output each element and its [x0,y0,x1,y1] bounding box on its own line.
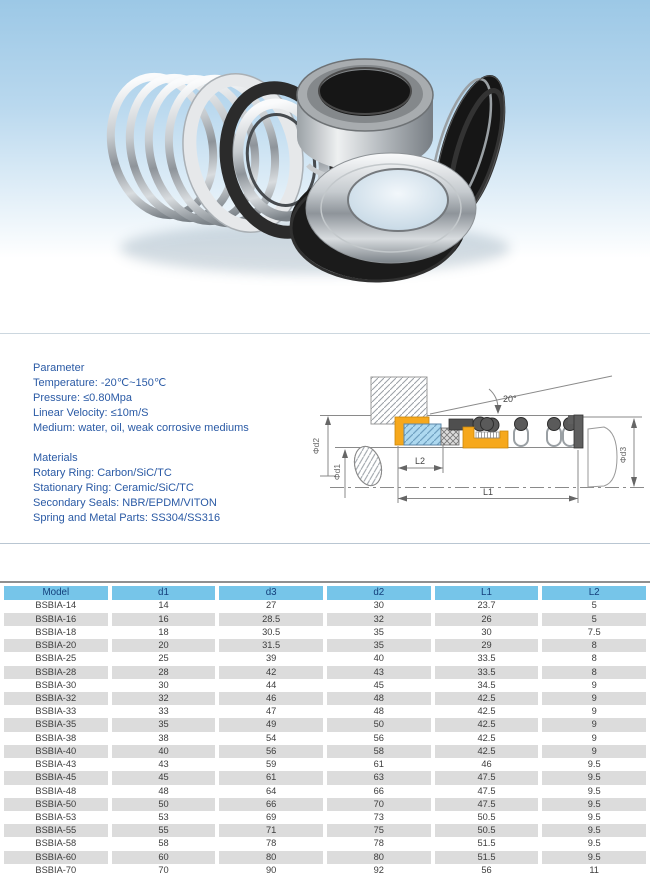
table-cell: BSBIA-38 [35,732,77,743]
table-row [0,837,650,850]
table-cell: 35 [112,718,216,731]
table-cell: 8 [591,653,597,664]
table-cell: 47.5 [435,771,539,784]
table-cell: 9 [542,692,646,705]
table-row [0,745,650,758]
table-cell: BSBIA-45 [4,771,108,784]
table-cell: 45 [373,679,384,690]
table-cell: 20 [112,639,216,652]
table-cell: BSBIA-58 [35,838,77,849]
table-cell: 30.5 [262,626,281,637]
table-cell: 9 [591,679,597,690]
table-cell: 18 [158,626,169,637]
table-cell: 9.5 [542,824,646,837]
column-header: L1 [435,586,539,600]
table-cell: 61 [219,771,323,784]
table-cell: 27 [265,600,277,611]
table-cell: 39 [265,653,277,664]
table-cell: BSBIA-33 [35,706,77,717]
table-cell: 28 [112,666,216,679]
table-cell: BSBIA-50 [4,798,108,811]
table-row [0,600,650,613]
parameter-title: Parameter [33,362,85,374]
spec-table-body [0,600,650,877]
table-cell: BSBIA-18 [35,626,77,637]
table-cell: 40 [112,745,216,758]
table-cell: 30 [158,679,169,690]
table-cell: 26 [435,613,539,626]
table-cell: BSBIA-30 [35,679,77,690]
table-cell: BSBIA-60 [4,851,108,864]
spec-line: Rotary Ring: Carbon/SiC/TC [33,467,172,479]
table-cell: 5 [591,600,597,611]
table-cell: 55 [112,824,216,837]
table-cell: 47.5 [435,798,539,811]
table-cell: 51.5 [435,851,539,864]
table-cell: 70 [327,798,431,811]
table-cell: 33 [158,706,169,717]
table-cell: BSBIA-14 [35,600,77,611]
mechanical-seal-illustration [0,0,650,300]
table-cell: 80 [327,851,431,864]
table-cell: 53 [158,811,169,822]
table-cell: BSBIA-55 [4,824,108,837]
table-cell: 92 [373,864,384,875]
column-header: d3 [219,586,323,600]
table-cell: 30 [481,626,492,637]
spec-line: Linear Velocity: ≤10m/S [33,407,149,419]
table-row [0,864,650,877]
table-cell: BSBIA-32 [4,692,108,705]
table-cell: 51.5 [477,838,496,849]
table-cell: 50.5 [477,811,496,822]
table-cell: 43 [327,666,431,679]
table-row [0,705,650,718]
table-cell: BSBIA-35 [4,718,108,731]
table-cell: 42.5 [435,745,539,758]
spec-line: Medium: water, oil, weak corrosive mediums [33,422,249,434]
table-cell: BSBIA-70 [35,864,77,875]
table-cell: 35 [327,639,431,652]
table-cell: 61 [373,759,384,770]
table-cell: BSBIA-40 [4,745,108,758]
table-cell: 33.5 [435,666,539,679]
table-row [0,811,650,824]
table-cell: 23.7 [477,600,496,611]
table-cell: 50.5 [435,824,539,837]
table-cell: 14 [158,600,169,611]
table-cell: 46 [481,759,492,770]
shaft-break-section [350,443,385,488]
table-cell: 48 [158,785,169,796]
table-cell: 59 [265,759,277,770]
table-cell: 56 [373,732,384,743]
table-cell: 9 [542,745,646,758]
wedge-section [441,428,459,445]
table-cell: 9 [591,706,597,717]
table-cell: 44 [265,679,277,690]
table-cell: 31.5 [219,639,323,652]
table-cell: 69 [265,811,277,822]
table-row [0,785,650,798]
table-cell: BSBIA-53 [35,811,77,822]
column-header: d2 [327,586,431,600]
table-row [0,851,650,864]
table-cell: 9.5 [587,785,601,796]
table-cell: 66 [373,785,384,796]
divider-table [0,581,650,583]
spec-table [0,586,650,877]
table-cell: 45 [112,771,216,784]
table-cell: 9.5 [542,771,646,784]
table-cell: 80 [219,851,323,864]
table-cell: 9.5 [542,851,646,864]
spec-line: Pressure: ≤0.80Mpa [33,392,132,404]
table-row [0,758,650,771]
table-cell: 11 [589,864,599,875]
table-cell: 7.5 [587,626,601,637]
table-cell: 58 [158,838,169,849]
table-cell: 71 [219,824,323,837]
table-cell: BSBIA-48 [35,785,77,796]
collar-section [574,415,583,448]
spec-line: Stationary Ring: Ceramic/SiC/TC [33,482,194,494]
table-row [0,666,650,679]
table-cell: 50 [327,718,431,731]
table-row [0,626,650,639]
table-cell: 50 [112,798,216,811]
materials-title: Materials [33,452,78,464]
table-cell: 28.5 [219,613,323,626]
d3-label: Φd3 [618,446,628,464]
table-cell: 29 [435,639,539,652]
table-cell: BSBIA-43 [35,759,77,770]
table-row [0,613,650,626]
table-cell: 56 [219,745,323,758]
table-cell: 42 [219,666,323,679]
table-cell: 33.5 [477,653,496,664]
product-photo [0,0,650,300]
table-cell: 90 [265,864,277,875]
table-cell: 75 [327,824,431,837]
table-cell: 5 [542,613,646,626]
table-cell: 32 [327,613,431,626]
column-header: L2 [542,586,646,600]
table-cell: BSBIA-25 [35,653,77,664]
table-cell: 9 [542,718,646,731]
table-cell: 32 [112,692,216,705]
angle-label: 20° [503,394,517,404]
table-cell: 73 [373,811,384,822]
table-row [0,652,650,665]
table-cell: 16 [112,613,216,626]
table-cell: 47.5 [477,785,496,796]
table-cell: 56 [481,864,492,875]
table-cell: 63 [327,771,431,784]
spec-line: Temperature: -20℃~150℃ [33,377,167,389]
table-row [0,718,650,731]
table-cell: 42.5 [477,706,496,717]
table-cell: 48 [327,692,431,705]
spec-line: Spring and Metal Parts: SS304/SS316 [33,512,221,524]
column-header: Model [4,586,108,600]
table-row [0,824,650,837]
table-cell: 9.5 [542,798,646,811]
d1-label: Φd1 [332,463,342,481]
table-cell: 60 [112,851,216,864]
table-cell: 30 [373,600,384,611]
table-cell: 34.5 [477,679,496,690]
spec-table-header [0,586,650,600]
table-cell: 78 [265,838,277,849]
table-cell: 47 [265,706,277,717]
table-cell: 8 [542,639,646,652]
table-cell: BSBIA-28 [4,666,108,679]
divider-middle [0,543,650,544]
table-row [0,732,650,745]
seal-cross-section-diagram [0,360,650,520]
table-cell: 35 [373,626,384,637]
table-cell: 48 [373,706,384,717]
table-cell: BSBIA-16 [4,613,108,626]
table-cell: 42.5 [435,692,539,705]
table-cell: BSBIA-20 [4,639,108,652]
spec-line: Secondary Seals: NBR/EPDM/VITON [33,497,217,509]
table-cell: 9.5 [587,811,601,822]
table-cell: 38 [158,732,169,743]
table-cell: 64 [265,785,277,796]
table-row [0,639,650,652]
column-header: d1 [112,586,216,600]
l2-label: L2 [414,456,426,466]
table-cell: 54 [265,732,277,743]
table-cell: 9.5 [587,759,601,770]
table-row [0,798,650,811]
table-cell: 78 [373,838,384,849]
table-cell: 43 [158,759,169,770]
table-cell: 9.5 [587,838,601,849]
table-cell: 46 [219,692,323,705]
table-cell: 9 [591,732,597,743]
table-cell: 25 [158,653,169,664]
table-cell: 42.5 [435,718,539,731]
table-cell: 40 [373,653,384,664]
divider-photo [0,333,650,334]
table-cell: 42.5 [477,732,496,743]
table-row [0,679,650,692]
table-cell: 58 [327,745,431,758]
d2-label: Φd2 [311,437,321,455]
table-cell: 66 [219,798,323,811]
l1-label: L1 [482,487,494,497]
table-cell: 49 [219,718,323,731]
table-row [0,771,650,784]
table-row [0,692,650,705]
table-cell: 70 [158,864,169,875]
angle-arrow [495,405,502,414]
shaft-end [588,427,617,487]
rotary-ring-section [404,424,441,445]
table-cell: 8 [542,666,646,679]
